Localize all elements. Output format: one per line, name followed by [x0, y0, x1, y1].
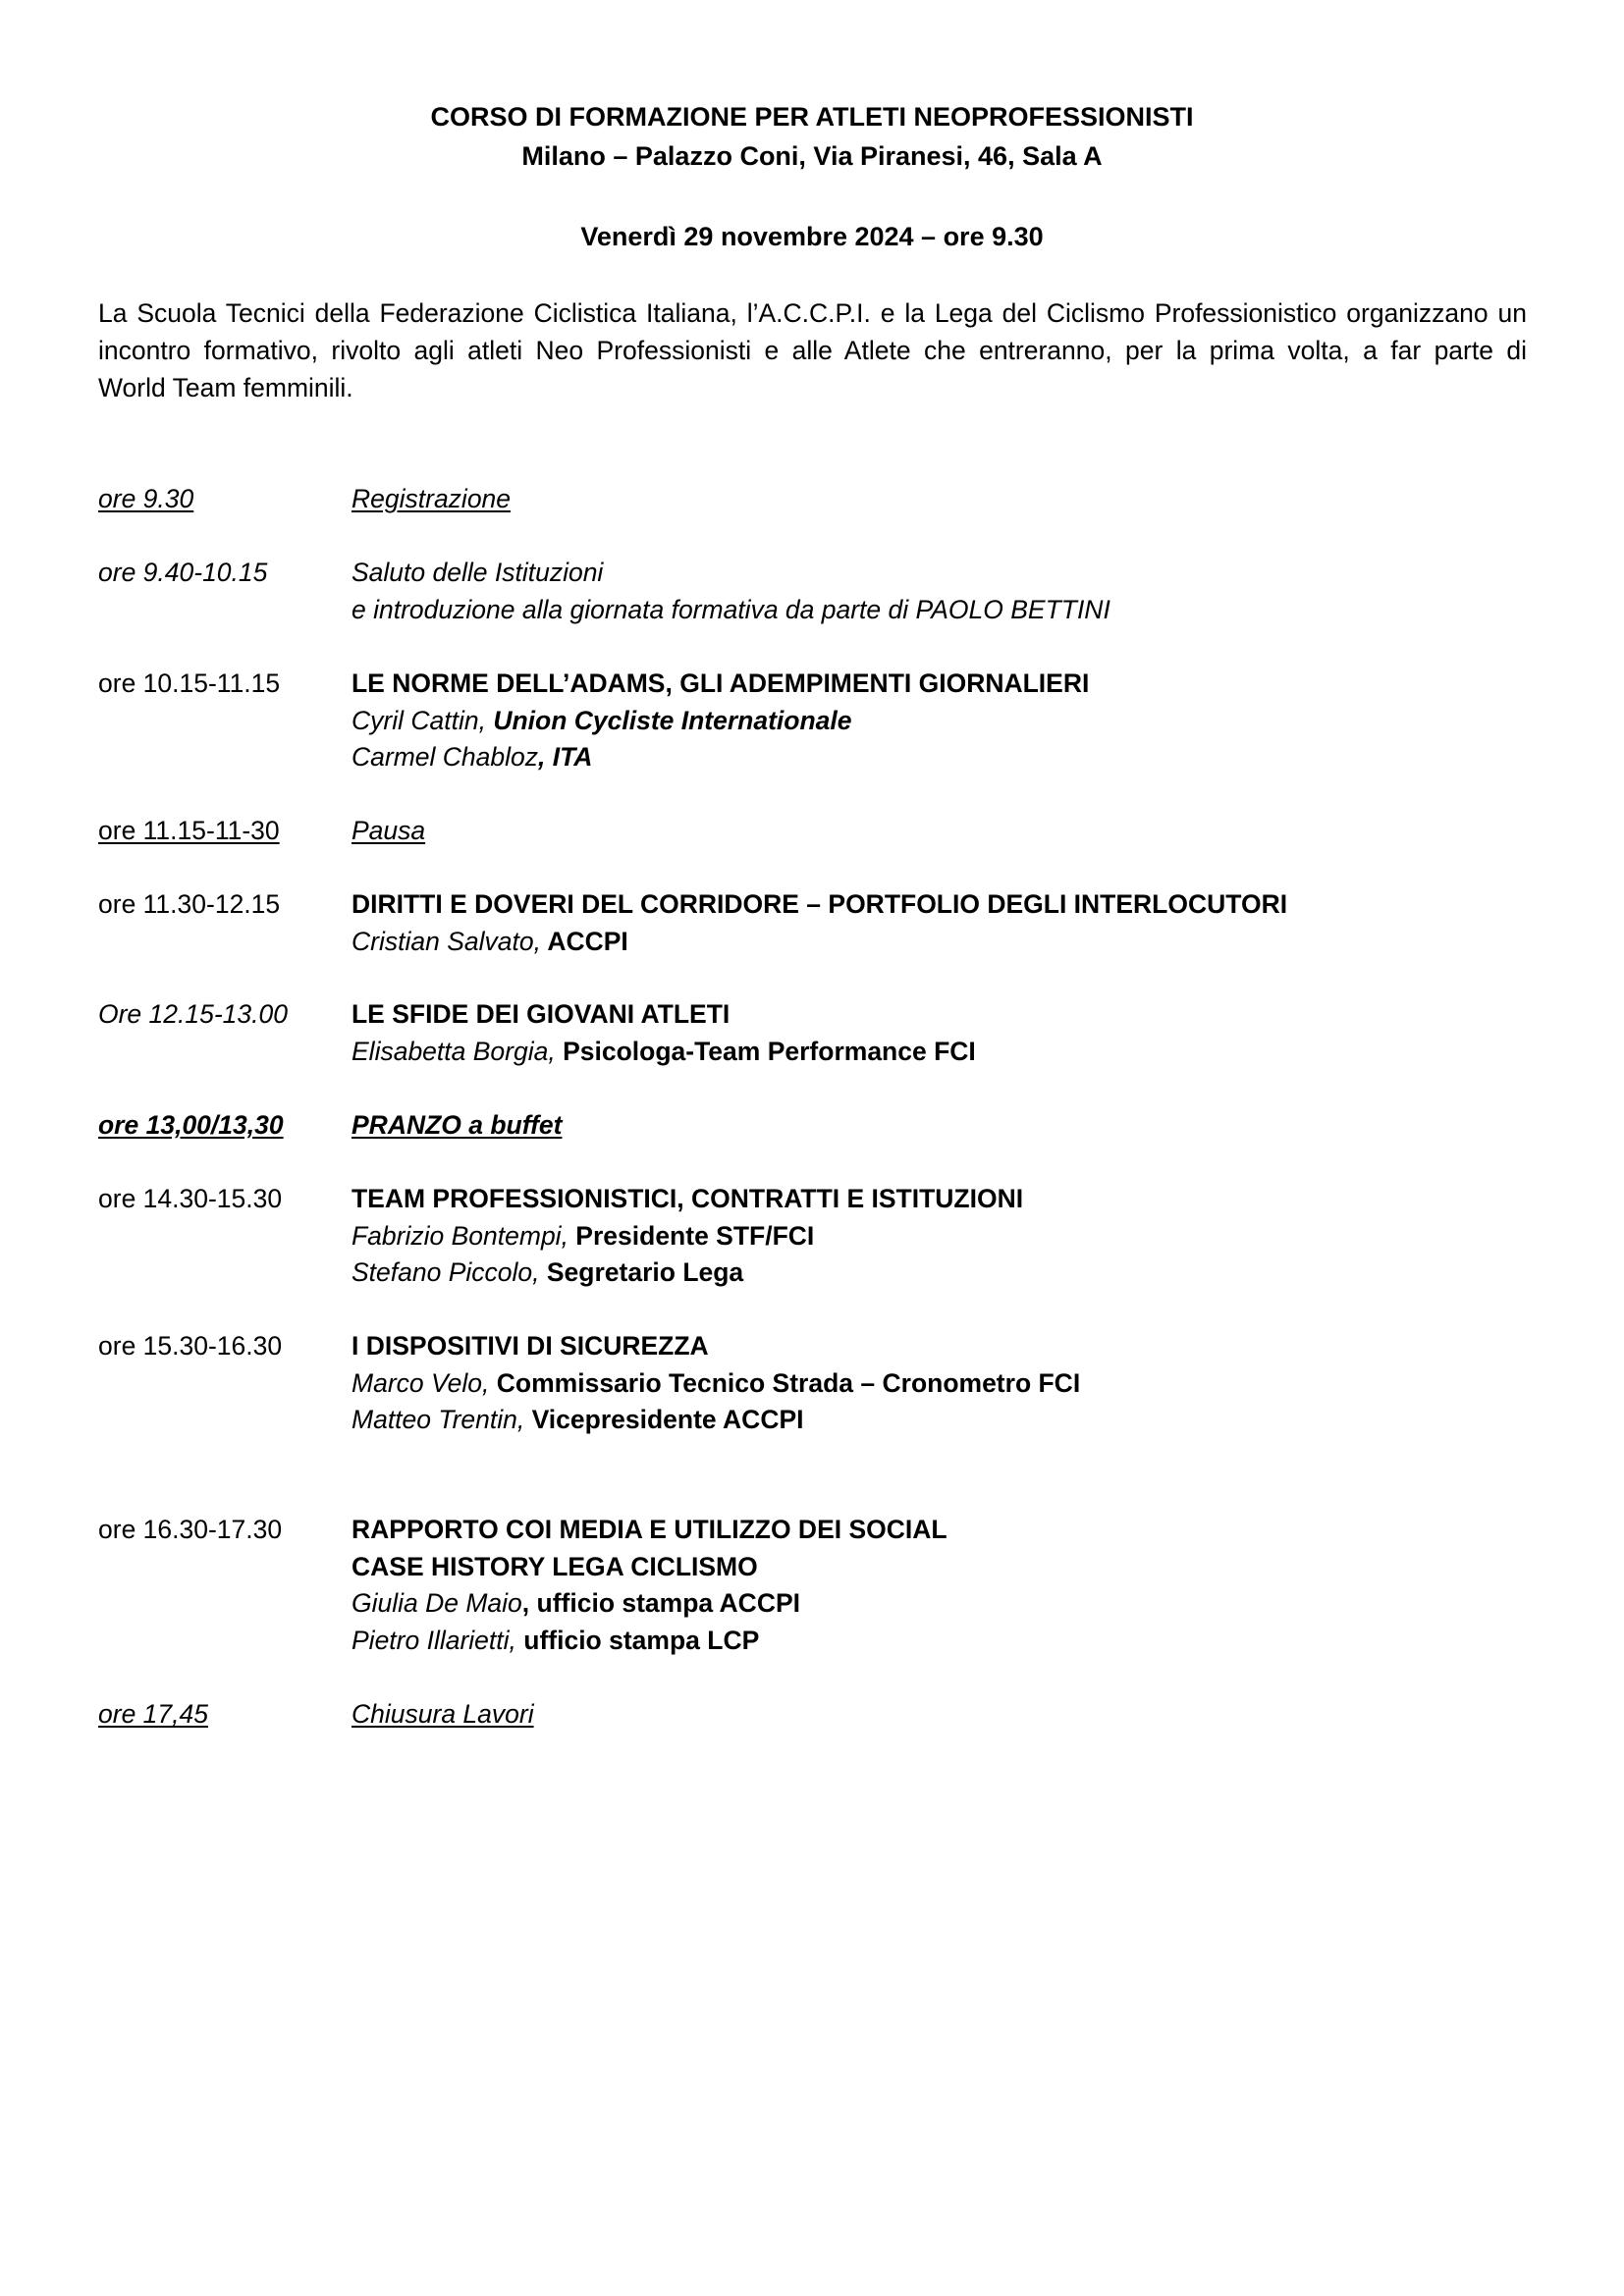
entry-time: ore 9.40-10.15 [98, 558, 268, 587]
entry-time: ore 15.30-16.30 [98, 1331, 283, 1361]
speaker-role: Union Cycliste Internationale [485, 705, 852, 735]
speaker-name: Pietro Illarietti, [352, 1625, 516, 1655]
entry-title: LE NORME DELL’ADAMS, GLI ADEMPIMENTI GIORNALIERI [352, 668, 1090, 698]
intro-line: La Scuola Tecnici della Federazione Ciclistica Italiana, l’A.C.C.P.I. e la Lega del Ciclismo Professionistico organizzano un [98, 298, 1527, 328]
entry-title: RAPPORTO COI MEDIA E UTILIZZO DEI SOCIAL [352, 1515, 947, 1544]
entry-speaker [352, 1365, 1530, 1403]
speaker-name: Carmel Chabloz [352, 742, 538, 772]
entry-time: ore 17,45 [98, 1699, 208, 1729]
intro-line: World Team femminili. [98, 373, 353, 402]
entry-time: ore 13,00/13,30 [98, 1110, 284, 1140]
entry-subtitle: e introduzione alla giornata formativa da parte di PAOLO BETTINI [352, 594, 1110, 624]
entry-time: ore 16.30-17.30 [98, 1515, 283, 1544]
entry-speaker [352, 924, 1530, 961]
entry-title: I DISPOSITIVI DI SICUREZZA [352, 1331, 709, 1361]
entry-time: ore 10.15-11.15 [98, 668, 281, 698]
entry-speaker [352, 1034, 1530, 1071]
entry-title-2: CASE HISTORY LEGA CICLISMO [352, 1551, 758, 1581]
entry-speaker [352, 1218, 1530, 1255]
speaker-role: ACCPI [540, 926, 628, 956]
entry-title: Chiusura Lavori [352, 1699, 534, 1729]
speaker-role: Vicepresidente ACCPI [524, 1405, 804, 1434]
speaker-name: Giulia De Maio [352, 1588, 522, 1618]
speaker-role: ufficio stampa LCP [515, 1625, 760, 1655]
speaker-name: Elisabetta Borgia, [352, 1036, 556, 1066]
entry-speaker [352, 1402, 1530, 1439]
event-location: Milano – Palazzo Coni, Via Piranesi, 46, Sala A [521, 141, 1103, 171]
speaker-name: Fabrizio Bontempi, [352, 1220, 568, 1251]
entry-speaker [352, 703, 1530, 740]
entry-speaker [352, 1255, 1530, 1292]
intro-line: incontro formativo, rivolto agli atleti Neo Professionisti e alle Atlete che entreranno, per la prima volta, a far parte di [98, 336, 1527, 365]
speaker-name: Stefano Piccolo, [352, 1257, 540, 1287]
entry-time: ore 14.30-15.30 [98, 1184, 283, 1213]
document-title: CORSO DI FORMAZIONE PER ATLETI NEOPROFESSIONISTI [430, 102, 1194, 132]
event-date: Venerdì 29 novembre 2024 – ore 9.30 [580, 222, 1044, 251]
entry-title: Saluto delle Istituzioni [352, 558, 604, 587]
entry-time: ore 11.15-11-30 [98, 816, 280, 845]
entry-time: Ore 12.15-13.00 [98, 999, 288, 1029]
entry-title: TEAM PROFESSIONISTICI, CONTRATTI E ISTITUZIONI [352, 1184, 1024, 1213]
entry-speaker [352, 1623, 1530, 1660]
speaker-role: , ufficio stampa ACCPI [521, 1588, 800, 1618]
entry-speaker [352, 739, 1530, 776]
speaker-name: Marco Velo, [352, 1367, 490, 1398]
speaker-name: Cyril Cattin, [352, 705, 486, 735]
entry-title: Pausa [352, 816, 426, 845]
entry-time: ore 11.30-12.15 [98, 889, 281, 919]
speaker-role: , ITA [538, 742, 593, 772]
entry-title: Registrazione [352, 484, 512, 513]
entry-time: ore 9.30 [98, 484, 194, 513]
speaker-role: Presidente STF/FCI [568, 1220, 815, 1251]
entry-title: LE SFIDE DEI GIOVANI ATLETI [352, 999, 731, 1029]
speaker-role: Commissario Tecnico Strada – Cronometro FCI [489, 1367, 1081, 1398]
entry-speaker [352, 1585, 1530, 1623]
intro-paragraph [98, 294, 1527, 406]
speaker-role: Psicologa-Team Performance FCI [555, 1036, 976, 1066]
entry-title: PRANZO a buffet [352, 1110, 563, 1140]
entry-title: DIRITTI E DOVERI DEL CORRIDORE – PORTFOLIO DEGLI INTERLOCUTORI [352, 889, 1288, 919]
speaker-role: Segretario Lega [539, 1257, 744, 1287]
speaker-name: Cristian Salvato, [352, 926, 541, 956]
speaker-name: Matteo Trentin, [352, 1405, 525, 1434]
